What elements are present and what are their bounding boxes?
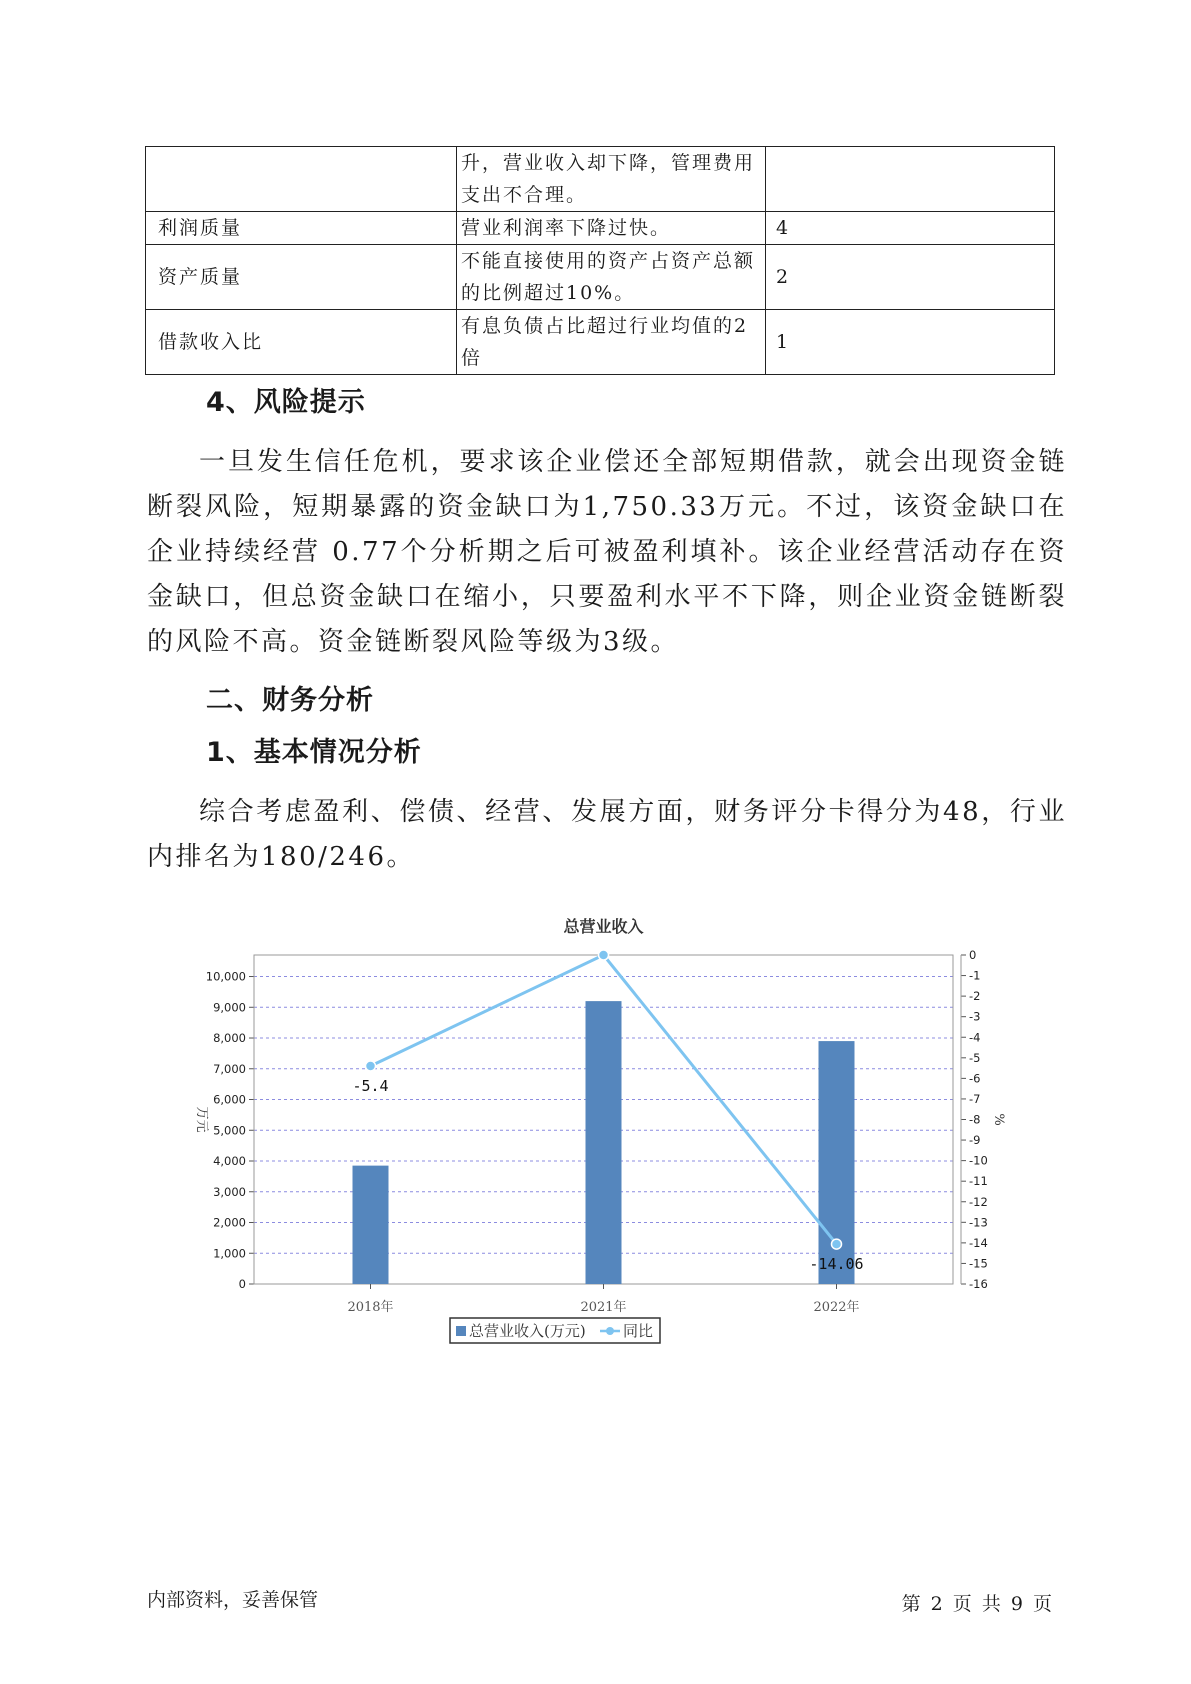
- y-tick-label: 9,000: [213, 1000, 246, 1015]
- y2-tick-label: -7: [969, 1091, 981, 1106]
- y2-tick-label: -10: [969, 1153, 988, 1168]
- table-cell-score: 2: [766, 245, 1055, 310]
- table-cell-desc: 升，营业收入却下降，管理费用支出不合理。: [457, 147, 766, 212]
- y-tick-label: 2,000: [213, 1215, 246, 1230]
- y-tick-label: 6,000: [213, 1092, 246, 1107]
- y2-tick-label: -4: [969, 1030, 981, 1045]
- table-row: [146, 147, 1055, 212]
- legend-label-yoy: 同比: [623, 1322, 654, 1340]
- yoy-point: [599, 950, 609, 960]
- y2-tick-label: -2: [969, 989, 981, 1004]
- y2-axis-label: %: [991, 1113, 1006, 1126]
- legend-line-marker: [606, 1327, 614, 1335]
- table-cell-score: 1: [766, 310, 1055, 375]
- page-number: 第 2 页 共 9 页: [901, 1593, 1052, 1615]
- table-cell-desc: 营业利润率下降过快。: [457, 212, 766, 245]
- y2-tick-label: -5: [969, 1050, 981, 1065]
- y2-tick-label: -13: [969, 1215, 988, 1230]
- footer-confidential: 内部资料，妥善保管: [147, 1589, 319, 1611]
- y-axis-label: 万元: [194, 1106, 209, 1133]
- y-tick-label: 0: [238, 1277, 246, 1291]
- chart-title: 总营业收入: [563, 917, 644, 936]
- y-tick-label: 5,000: [213, 1123, 246, 1138]
- risk-heading: 4、风险提示: [206, 387, 366, 418]
- table-row: [146, 310, 1055, 375]
- subsection-heading: 1、基本情况分析: [206, 737, 422, 768]
- legend-label-revenue: 总营业收入(万元): [469, 1322, 586, 1340]
- summary-paragraph: 综合考虑盈利、偿债、经营、发展方面，财务评分卡得分为48，行业内排名为180/246。: [147, 797, 1067, 872]
- x-tick-label: 2018年: [347, 1300, 394, 1315]
- table-cell-score: 4: [766, 212, 1055, 245]
- y-tick-label: 1,000: [213, 1246, 246, 1261]
- y2-tick-label: -9: [969, 1133, 981, 1148]
- y2-tick-label: -1: [969, 968, 981, 983]
- table-cell-desc: 有息负债占比超过行业均值的2倍: [457, 310, 766, 375]
- data-label: -14.06: [809, 1255, 864, 1274]
- section-heading: 二、财务分析: [206, 685, 374, 716]
- yoy-point: [366, 1061, 376, 1071]
- revenue-chart: [170, 900, 1050, 1370]
- table-row: [146, 212, 1055, 245]
- table-cell-desc: 不能直接使用的资产占资产总额的比例超过10%。: [457, 245, 766, 310]
- y-tick-label: 4,000: [213, 1154, 246, 1169]
- x-tick-label: 2022年: [813, 1300, 860, 1315]
- table-cell-item: 资产质量: [146, 245, 457, 310]
- bar: [586, 1001, 622, 1284]
- y2-tick-label: -12: [969, 1194, 988, 1209]
- table-cell-score: [766, 147, 1055, 212]
- table-cell-item: 借款收入比: [146, 310, 457, 375]
- y2-tick-label: -11: [969, 1174, 988, 1189]
- y2-tick-label: -14: [969, 1235, 988, 1250]
- risk-paragraph: 一旦发生信任危机，要求该企业偿还全部短期借款，就会出现资金链断裂风险，短期暴露的资金缺口为1,750.33万元。不过，该资金缺口在企业持续经营 0.77个分析期之后可被盈利填补。该企业经营活动存在资金缺口，但总资金缺口在缩小，只要盈利水平不下降，则企业资金链断裂的风险不高。资金链断裂风险等级为3级。: [147, 447, 1067, 657]
- y-tick-label: 10,000: [205, 969, 246, 984]
- data-label: -5.4: [352, 1077, 389, 1096]
- y2-tick-label: 0: [969, 948, 977, 962]
- risk-score-table: [145, 146, 1055, 375]
- y2-tick-label: -8: [969, 1112, 981, 1127]
- bar: [353, 1166, 389, 1284]
- y-tick-label: 8,000: [213, 1031, 246, 1046]
- table-row: [146, 245, 1055, 310]
- table-cell-item: 利润质量: [146, 212, 457, 245]
- table-cell-item: [146, 147, 457, 212]
- y2-tick-label: -15: [969, 1256, 988, 1271]
- y2-tick-label: -3: [969, 1009, 981, 1024]
- yoy-point: [832, 1239, 842, 1249]
- y2-tick-label: -6: [969, 1071, 981, 1086]
- y-tick-label: 3,000: [213, 1184, 246, 1199]
- legend-bar-swatch: [456, 1326, 466, 1336]
- x-tick-label: 2021年: [580, 1300, 627, 1315]
- y2-tick-label: -16: [969, 1277, 988, 1291]
- y-tick-label: 7,000: [213, 1061, 246, 1076]
